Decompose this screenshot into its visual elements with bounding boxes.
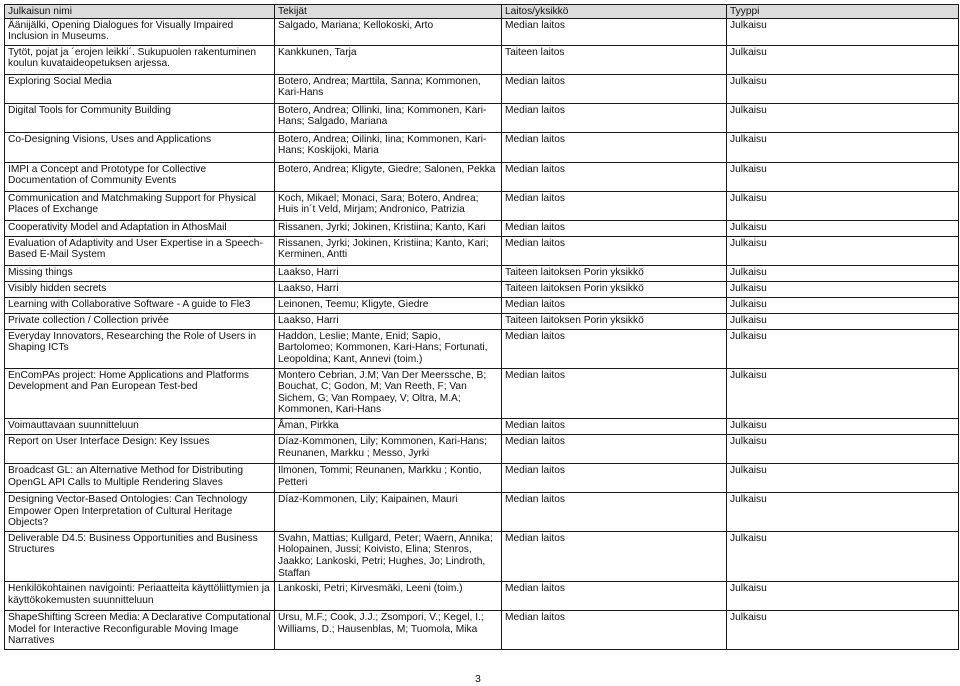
- cell-type: Julkaisu: [727, 492, 959, 531]
- cell-authors: Leinonen, Teemu; Kligyte, Giedre: [275, 297, 502, 313]
- cell-unit: Median laitos: [502, 531, 727, 581]
- cell-type: Julkaisu: [727, 582, 959, 611]
- cell-authors: Laakso, Harri: [275, 265, 502, 281]
- cell-unit: Median laitos: [502, 329, 727, 368]
- cell-authors: Ilmonen, Tommi; Reunanen, Markku ; Kontio, Petteri: [275, 463, 502, 492]
- table-row: [5, 531, 959, 581]
- cell-title: Visibly hidden secrets: [5, 281, 275, 297]
- cell-unit: Median laitos: [502, 191, 727, 220]
- cell-title: Co-Designing Visions, Uses and Applications: [5, 132, 275, 162]
- cell-unit: Median laitos: [502, 162, 727, 191]
- table-row: [5, 103, 959, 132]
- cell-title: IMPI a Concept and Prototype for Collective Documentation of Community Events: [5, 162, 275, 191]
- table-row: [5, 329, 959, 368]
- cell-authors: Montero Cebrian, J.M; Van Der Meerssche, B; Bouchat, C; Godon, M; Van Reeth, F; Van Sichem, G; Van Rompaey, V; Oltra, M.A; Kommonen, Kari-Hans: [275, 368, 502, 418]
- cell-authors: Botero, Andrea; Kligyte, Giedre; Salonen, Pekka: [275, 162, 502, 191]
- cell-type: Julkaisu: [727, 236, 959, 265]
- cell-type: Julkaisu: [727, 368, 959, 418]
- cell-type: Julkaisu: [727, 329, 959, 368]
- cell-type: Julkaisu: [727, 281, 959, 297]
- cell-title: Broadcast GL: an Alternative Method for Distributing OpenGL API Calls to Multiple Rendering Slaves: [5, 463, 275, 492]
- cell-type: Julkaisu: [727, 103, 959, 132]
- cell-unit: Median laitos: [502, 418, 727, 434]
- cell-unit: Median laitos: [502, 492, 727, 531]
- table-row: [5, 434, 959, 463]
- cell-type: Julkaisu: [727, 18, 959, 45]
- table-row: [5, 368, 959, 418]
- cell-title: Cooperativity Model and Adaptation in AthosMail: [5, 220, 275, 236]
- cell-type: Julkaisu: [727, 418, 959, 434]
- header-type: Tyyppi: [727, 5, 959, 19]
- page-number: 3: [475, 673, 481, 685]
- table-row: [5, 191, 959, 220]
- cell-type: Julkaisu: [727, 463, 959, 492]
- table-row: [5, 492, 959, 531]
- table-row: [5, 313, 959, 329]
- cell-title: EnComPAs project: Home Applications and Platforms Development and Pan European Test-bed: [5, 368, 275, 418]
- cell-type: Julkaisu: [727, 132, 959, 162]
- cell-authors: Botero, Andrea; Ollinki, Iina; Kommonen, Kari-Hans; Salgado, Mariana: [275, 103, 502, 132]
- cell-title: Designing Vector-Based Ontologies: Can Technology Empower Open Interpretation of Cultural Heritage Objects?: [5, 492, 275, 531]
- cell-unit: Taiteen laitoksen Porin yksikkö: [502, 313, 727, 329]
- publications-table: [4, 4, 959, 650]
- cell-unit: Median laitos: [502, 611, 727, 650]
- cell-type: Julkaisu: [727, 162, 959, 191]
- table-row: [5, 582, 959, 611]
- cell-authors: Åman, Pirkka: [275, 418, 502, 434]
- cell-title: Everyday Innovators, Researching the Role of Users in Shaping ICTs: [5, 329, 275, 368]
- cell-unit: Median laitos: [502, 368, 727, 418]
- cell-authors: Haddon, Leslie; Mante, Enid; Sapio, Bartolomeo; Kommonen, Kari-Hans; Fortunati, Leopoldina; Kant, Annevi (toim.): [275, 329, 502, 368]
- cell-authors: Salgado, Mariana; Kellokoski, Arto: [275, 18, 502, 45]
- cell-unit: Median laitos: [502, 236, 727, 265]
- cell-title: Report on User Interface Design: Key Issues: [5, 434, 275, 463]
- cell-title: ShapeShifting Screen Media: A Declarative Computational Model for Interactive Reconfigurable Moving Image Narratives: [5, 611, 275, 650]
- table-row: [5, 220, 959, 236]
- cell-type: Julkaisu: [727, 297, 959, 313]
- cell-type: Julkaisu: [727, 191, 959, 220]
- cell-title: Communication and Matchmaking Support for Physical Places of Exchange: [5, 191, 275, 220]
- cell-authors: Rissanen, Jyrki; Jokinen, Kristiina; Kanto, Kari: [275, 220, 502, 236]
- cell-authors: Díaz-Kommonen, Lily; Kommonen, Kari-Hans; Reunanen, Markku ; Messo, Jyrki: [275, 434, 502, 463]
- cell-authors: Laakso, Harri: [275, 313, 502, 329]
- table-header-row: [5, 5, 959, 19]
- cell-unit: Median laitos: [502, 434, 727, 463]
- cell-authors: Koch, Mikael; Monaci, Sara; Botero, Andrea; Huis in´t Veld, Mirjam; Andronico, Patrizia: [275, 191, 502, 220]
- cell-type: Julkaisu: [727, 611, 959, 650]
- cell-title: Digital Tools for Community Building: [5, 103, 275, 132]
- cell-title: Henkilökohtainen navigointi: Periaatteita käyttöliittymien ja käyttökokemusten suunnitteluun: [5, 582, 275, 611]
- header-title: Julkaisun nimi: [5, 5, 275, 19]
- cell-title: Voimauttavaan suunnitteluun: [5, 418, 275, 434]
- table-row: [5, 611, 959, 650]
- cell-authors: Ursu, M.F.; Cook, J.J.; Zsompori, V.; Kegel, I.; Williams, D.; Hausenblas, M; Tuomola, Mika: [275, 611, 502, 650]
- cell-authors: Lankoski, Petri; Kirvesmäki, Leeni (toim.): [275, 582, 502, 611]
- table-row: [5, 281, 959, 297]
- cell-unit: Median laitos: [502, 132, 727, 162]
- cell-title: Missing things: [5, 265, 275, 281]
- cell-unit: Taiteen laitos: [502, 45, 727, 74]
- cell-unit: Median laitos: [502, 74, 727, 103]
- cell-title: Exploring Social Media: [5, 74, 275, 103]
- header-authors: Tekijät: [275, 5, 502, 19]
- table-row: [5, 463, 959, 492]
- cell-type: Julkaisu: [727, 434, 959, 463]
- cell-title: Learning with Collaborative Software - A guide to Fle3: [5, 297, 275, 313]
- cell-unit: Taiteen laitoksen Porin yksikkö: [502, 281, 727, 297]
- table-body: [5, 18, 959, 649]
- cell-authors: Botero, Andrea; Oilinki, Iina; Kommonen, Kari-Hans; Koskijoki, Maria: [275, 132, 502, 162]
- cell-unit: Median laitos: [502, 582, 727, 611]
- cell-authors: Kankkunen, Tarja: [275, 45, 502, 74]
- cell-authors: Rissanen, Jyrki; Jokinen, Kristiina; Kanto, Kari; Kerminen, Antti: [275, 236, 502, 265]
- cell-unit: Median laitos: [502, 103, 727, 132]
- cell-title: Äänijälki, Opening Dialogues for Visually Impaired Inclusion in Museums.: [5, 18, 275, 45]
- cell-type: Julkaisu: [727, 313, 959, 329]
- table-row: [5, 265, 959, 281]
- cell-type: Julkaisu: [727, 220, 959, 236]
- cell-type: Julkaisu: [727, 45, 959, 74]
- table-row: [5, 418, 959, 434]
- cell-title: Deliverable D4.5: Business Opportunities and Business Structures: [5, 531, 275, 581]
- cell-title: Tytöt, pojat ja ´erojen leikki´. Sukupuolen rakentuminen koulun kuvataideopetuksen arjessa.: [5, 45, 275, 74]
- cell-authors: Laakso, Harri: [275, 281, 502, 297]
- cell-type: Julkaisu: [727, 74, 959, 103]
- cell-authors: Svahn, Mattias; Kullgard, Peter; Waern, Annika; Holopainen, Jussi; Koivisto, Elina; Stenros, Jaakko; Lankoski, Petri; Hughes, Jo; Lindroth, Staffan: [275, 531, 502, 581]
- cell-type: Julkaisu: [727, 531, 959, 581]
- cell-title: Evaluation of Adaptivity and User Expertise in a Speech-Based E-Mail System: [5, 236, 275, 265]
- table-row: [5, 18, 959, 45]
- cell-unit: Taiteen laitoksen Porin yksikkö: [502, 265, 727, 281]
- table-row: [5, 132, 959, 162]
- cell-title: Private collection / Collection privée: [5, 313, 275, 329]
- cell-unit: Median laitos: [502, 220, 727, 236]
- table-row: [5, 45, 959, 74]
- table-row: [5, 74, 959, 103]
- cell-unit: Median laitos: [502, 297, 727, 313]
- header-unit: Laitos/yksikkö: [502, 5, 727, 19]
- cell-authors: Botero, Andrea; Marttila, Sanna; Kommonen, Kari-Hans: [275, 74, 502, 103]
- table-row: [5, 236, 959, 265]
- cell-unit: Median laitos: [502, 463, 727, 492]
- table-row: [5, 297, 959, 313]
- cell-authors: Díaz-Kommonen, Lily; Kaipainen, Mauri: [275, 492, 502, 531]
- table-row: [5, 162, 959, 191]
- cell-unit: Median laitos: [502, 18, 727, 45]
- cell-type: Julkaisu: [727, 265, 959, 281]
